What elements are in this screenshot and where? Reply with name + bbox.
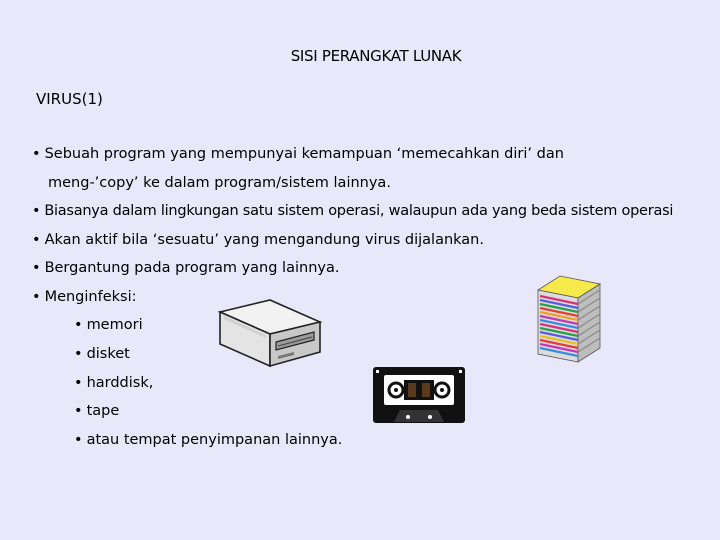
bullet-dot: •: [74, 432, 83, 448]
sub-bullet-item: [74, 432, 342, 448]
bullet-text: atau tempat penyimpanan lainnya.: [86, 432, 343, 448]
bullet-dot: •: [32, 203, 41, 219]
bullet-dot: •: [32, 232, 41, 248]
bullet-text: Bergantung pada program yang lainnya.: [44, 260, 340, 276]
bullet-text: Akan aktif bila ‘sesuatu’ yang mengandung virus dijalankan.: [44, 232, 484, 248]
bullet-dot: •: [74, 317, 83, 333]
slide-subtitle: VIRUS(1): [36, 90, 103, 108]
bullet-text: harddisk,: [86, 375, 154, 391]
bullet-item: [32, 146, 564, 162]
sub-bullet-item: [74, 346, 130, 362]
sub-bullet-item: [74, 375, 153, 391]
floppy-disk-stack-icon: [534, 270, 606, 370]
bullet-text: Menginfeksi:: [44, 289, 137, 305]
bullet-text: tape: [86, 403, 120, 419]
bullet-item: [32, 260, 339, 276]
sub-bullet-item: [74, 403, 119, 419]
bullet-item: [32, 232, 484, 248]
sub-bullet-item: [74, 317, 143, 333]
bullet-dot: •: [74, 346, 83, 362]
bullet-dot: •: [32, 289, 41, 305]
bullet-text: Sebuah program yang mempunyai kemampuan ‘memecahkan diri’ dan: [44, 146, 564, 162]
bullet-dot: •: [74, 375, 83, 391]
bullet-dot: •: [32, 146, 41, 162]
bullet-text: Biasanya dalam lingkungan satu sistem operasi, walaupun ada yang beda sistem operasi: [44, 203, 674, 219]
bullet-text: memori: [86, 317, 143, 333]
cassette-tape-icon: [372, 366, 466, 424]
bullet-text: disket: [86, 346, 130, 362]
bullet-item: [32, 203, 673, 219]
bullet-dot: •: [32, 260, 41, 276]
bullet-continuation: meng-’copy’ ke dalam program/sistem lainnya.: [48, 175, 391, 191]
bullet-dot: •: [74, 403, 83, 419]
bullet-item: [32, 289, 137, 305]
external-drive-icon: [214, 298, 326, 370]
slide-title: SISI PERANGKAT LUNAK: [290, 47, 462, 65]
